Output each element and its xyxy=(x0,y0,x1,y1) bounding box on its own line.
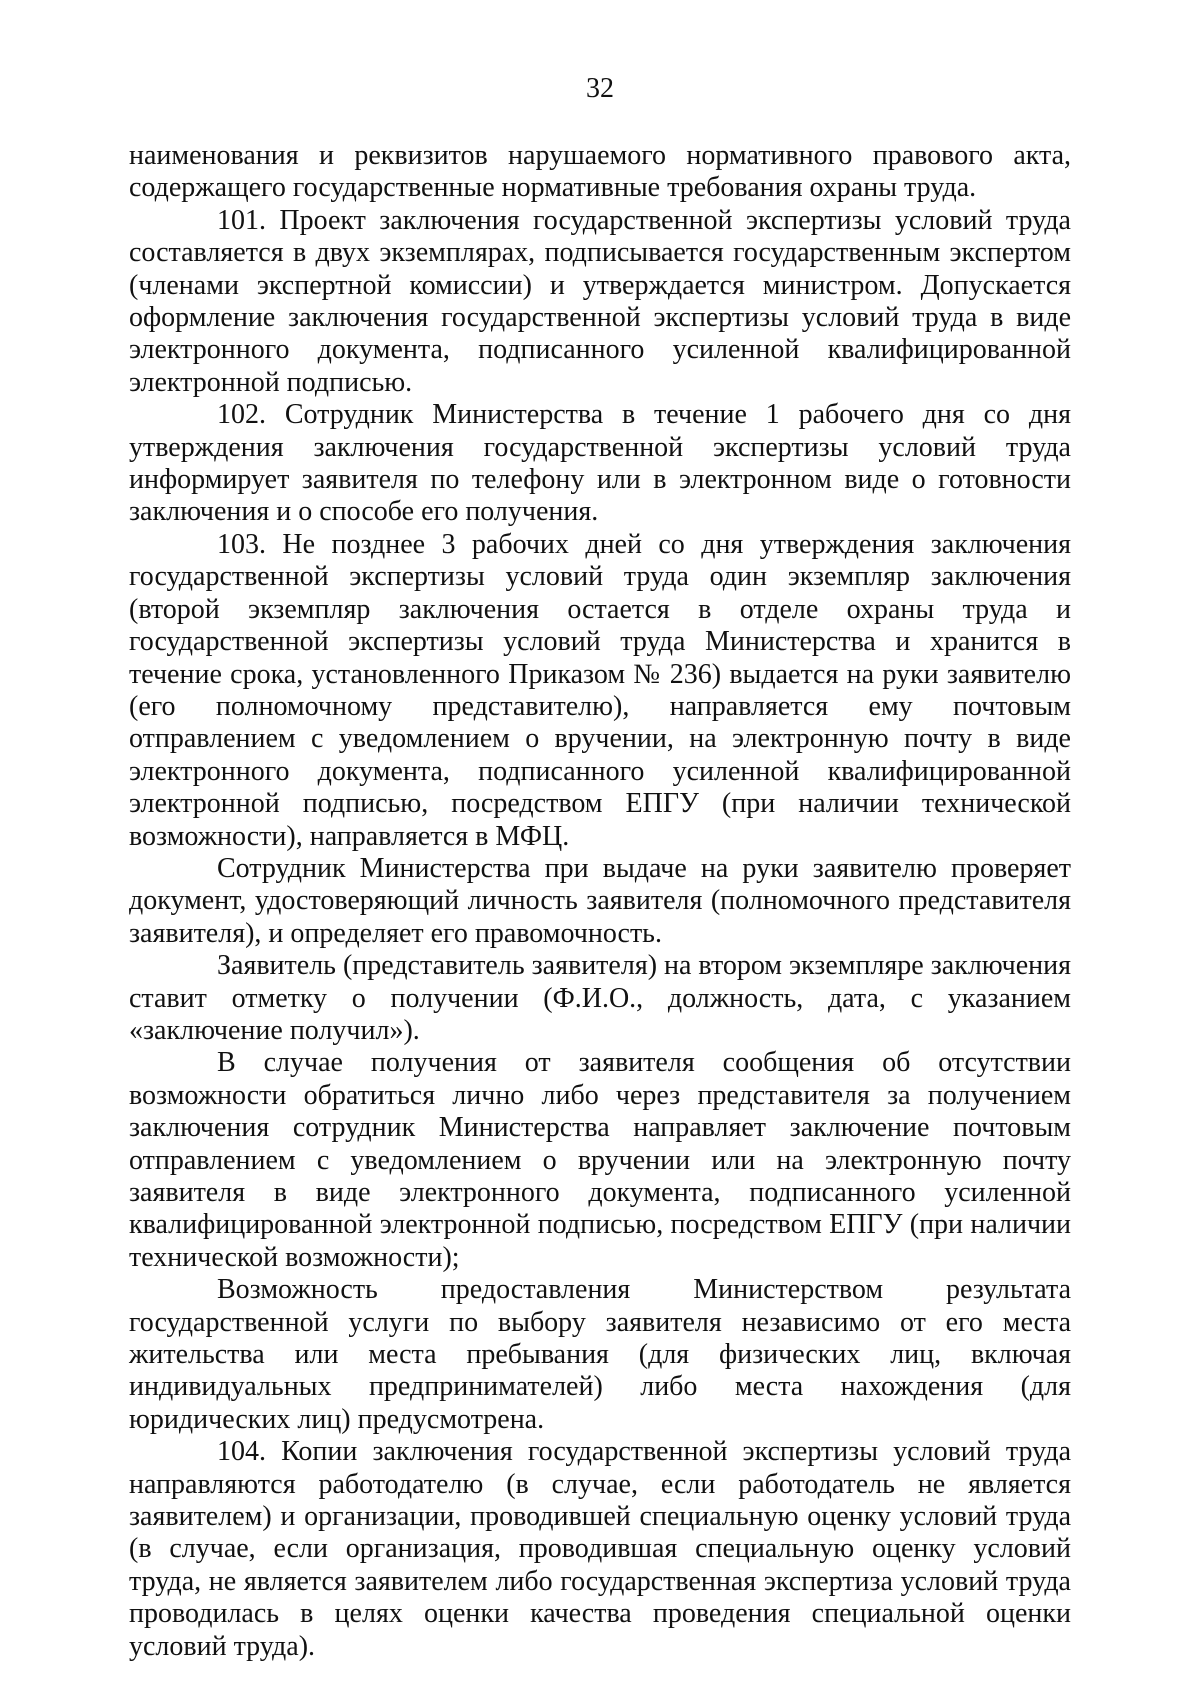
paragraph-101: 101. Проект заключения государственной экспертизы условий труда составляется в двух экземплярах, подписывается государственным экспертом (членами экспертной комиссии) и утверждается министром. Допускается оформление заключения государственной экспертизы условий труда в виде электронного документа, подписанного усиленной квалифицированной электронной подписью. xyxy=(129,204,1071,398)
paragraph-103-verification: Сотрудник Министерства при выдаче на руки заявителю проверяет документ, удостоверяющий личность заявителя (полномочного представителя заявителя), и определяет его правомочность. xyxy=(129,852,1071,949)
paragraph-continuation: наименования и реквизитов нарушаемого нормативного правового акта, содержащего государственные нормативные требования охраны труда. xyxy=(129,140,1071,204)
paragraph-103-mail-delivery: В случае получения от заявителя сообщения об отсутствии возможности обратиться лично либо через представителя за получением заключения сотрудник Министерства направляет заключение почтовым отправлением с уведомлением о вручении или на электронную почту заявителя в виде электронного документа, подписанного усиленной квалифицированной электронной подписью, посредством ЕПГУ (при наличии технической возможности); xyxy=(129,1047,1071,1273)
paragraph-103-receipt-mark: Заявитель (представитель заявителя) на втором экземпляре заключения ставит отметку о получении (Ф.И.О., должность, дата, с указанием «заключение получил»). xyxy=(129,950,1071,1046)
paragraph-103: 103. Не позднее 3 рабочих дней со дня утверждения заключения государственной экспертизы условий труда один экземпляр заключения (второй экземпляр заключения остается в отделе охраны труда и государственной экспертизы условий труда Министерства и хранится в течение срока, установленного Приказом № 236) выдается на руки заявителю (его полномочному представителю), направляется ему почтовым отправлением с уведомлением о вручении, на электронную почту в виде электронного документа, подписанного усиленной квалифицированной электронной подписью, посредством ЕПГУ (при наличии технической возможности), направляется в МФЦ. xyxy=(129,528,1071,852)
paragraph-102: 102. Сотрудник Министерства в течение 1 рабочего дня со дня утверждения заключения государственной экспертизы условий труда информирует заявителя по телефону или в электронном виде о готовности заключения и о способе его получения. xyxy=(129,399,1071,528)
paragraph-103-extraterritorial: Возможность предоставления Министерством результата государственной услуги по выбору заявителя независимо от его места жительства или места пребывания (для физических лиц, включая индивидуальных предпринимателей) либо места нахождения (для юридических лиц) предусмотрена. xyxy=(129,1274,1071,1435)
document-body xyxy=(129,140,1071,1663)
page-number: 32 xyxy=(586,73,614,104)
paragraph-104: 104. Копии заключения государственной экспертизы условий труда направляются работодателю (в случае, если работодатель не является заявителем) и организации, проводившей специальную оценку условий труда (в случае, если организация, проводившая специальную оценку условий труда, не является заявителем либо государственная экспертиза условий труда проводилась в целях оценки качества проведения специальной оценки условий труда). xyxy=(129,1436,1071,1662)
